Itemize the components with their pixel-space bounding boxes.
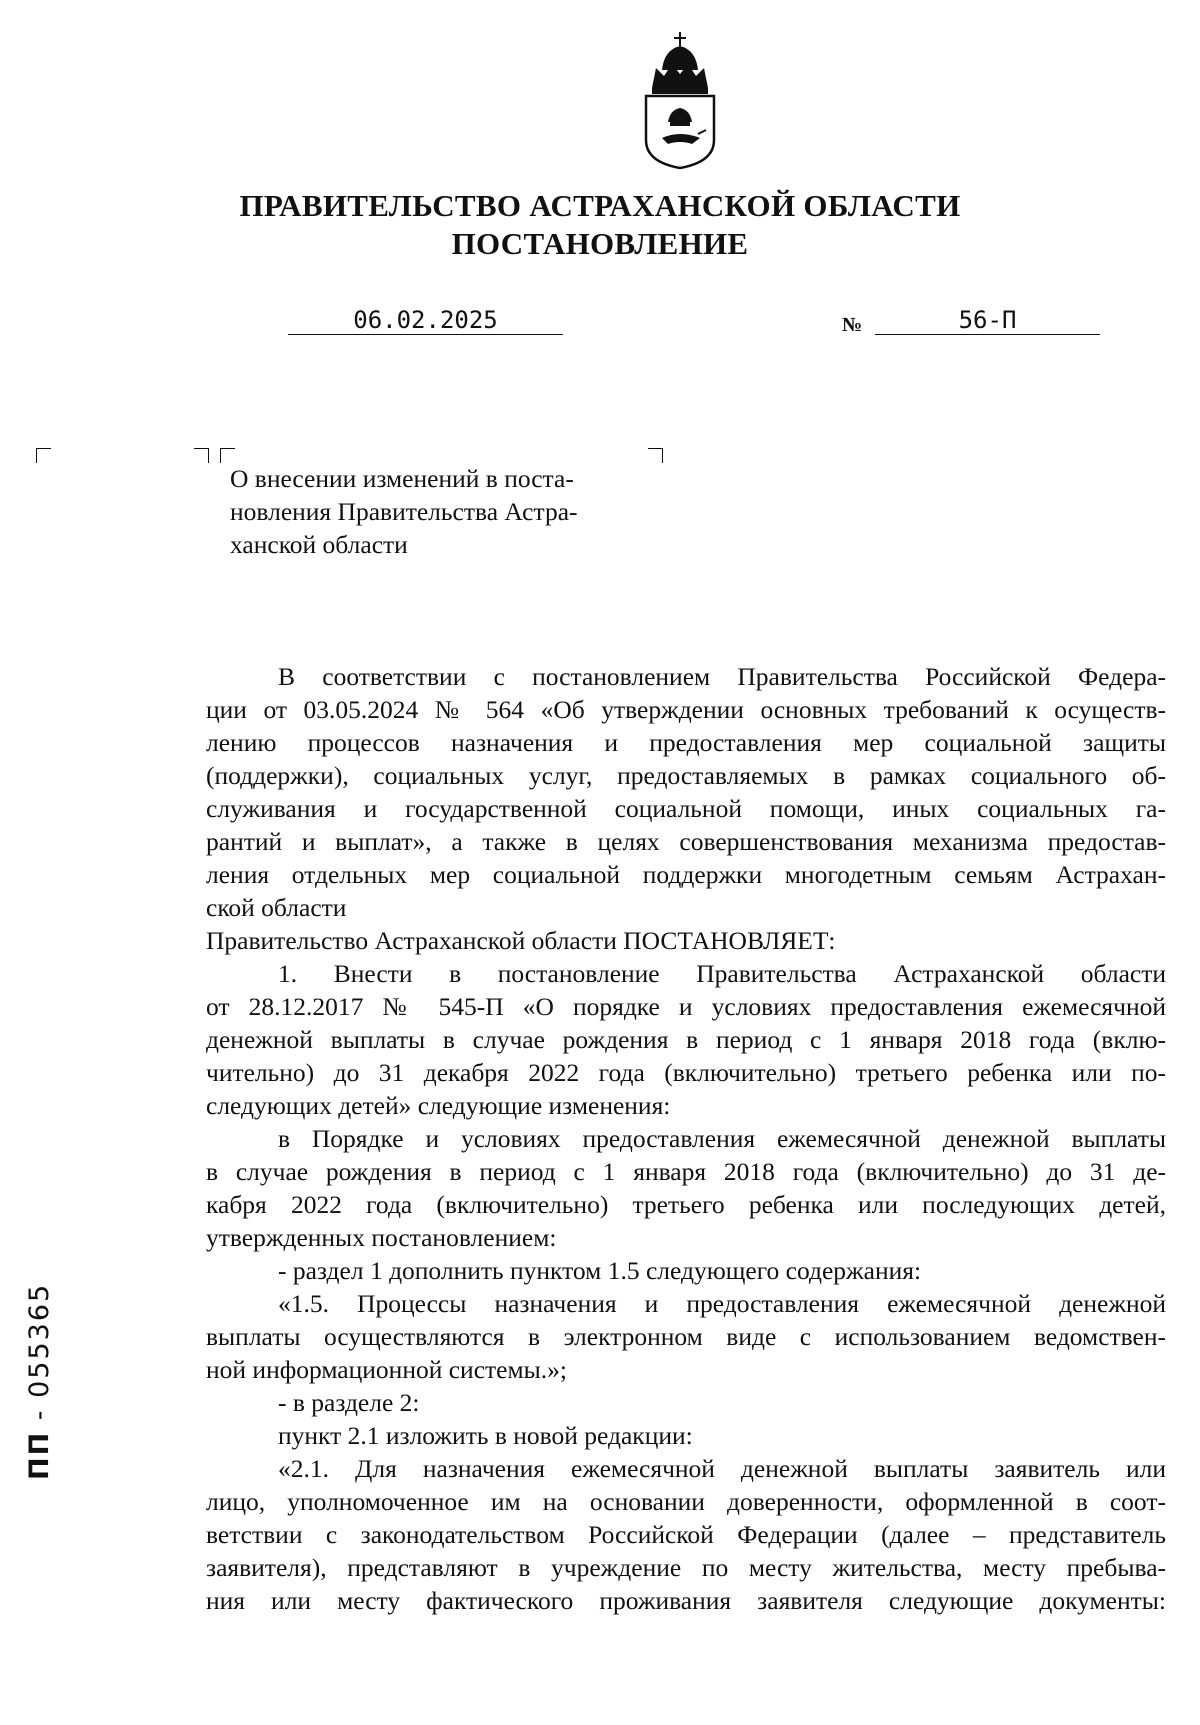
- coat-of-arms-icon: [640, 30, 720, 170]
- body-line: «2.1. Для назначения ежемесячной денежной выплаты заявитель или: [278, 1454, 1166, 1483]
- body-line: служивания и государственной социальной помощи, иных социальных га-: [206, 794, 1166, 823]
- body-line: в случае рождения в период с 1 января 2018 года (включительно) до 31 де-: [206, 1157, 1166, 1186]
- corner-mark: [220, 448, 235, 463]
- body-line: чительно) до 31 декабря 2022 года (включительно) третьего ребенка или по-: [206, 1058, 1166, 1087]
- subject-line: О внесении изменений в поста-: [230, 464, 574, 493]
- organization-title: ПРАВИТЕЛЬСТВО АСТРАХАНСКОЙ ОБЛАСТИ: [239, 188, 961, 223]
- body-line: пункт 2.1 изложить в новой редакции:: [278, 1421, 693, 1450]
- document-type-title: ПОСТАНОВЛЕНИЕ: [451, 226, 749, 261]
- body-line: ной информационной системы.»;: [206, 1355, 567, 1384]
- document-subject: [230, 462, 578, 561]
- body-line: денежной выплаты в случае рождения в период с 1 января 2018 года (вклю-: [206, 1025, 1166, 1054]
- body-line: от 28.12.2017 № 545-П «О порядке и условиях предоставления ежемесячной: [206, 992, 1166, 1021]
- body-line: Правительство Астраханской области ПОСТАНОВЛЯЕТ:: [206, 926, 836, 955]
- body-line: ления отдельных мер социальной поддержки многодетным семьям Астрахан-: [206, 860, 1166, 889]
- body-line: ской области: [206, 893, 347, 922]
- serial-prefix: ПП: [24, 1430, 55, 1480]
- subject-line: новления Правительства Астра-: [230, 497, 578, 526]
- number-underline: [875, 334, 1100, 335]
- corner-mark-right: [648, 448, 663, 463]
- body-line: - раздел 1 дополнить пунктом 1.5 следующего содержания:: [278, 1256, 922, 1285]
- document-number: 56-П: [958, 306, 1017, 334]
- date-underline: [288, 334, 563, 335]
- body-line: В соответствии с постановлением Правительства Российской Федера-: [278, 662, 1166, 691]
- document-body: [206, 660, 1166, 1617]
- document-date: 06.02.2025: [353, 306, 498, 334]
- body-line: рантий и выплат», а также в целях совершенствования механизма предостав-: [206, 827, 1166, 856]
- body-line: следующих детей» следующие изменения:: [206, 1091, 671, 1120]
- body-line: заявителя), представляют в учреждение по месту жительства, месту пребыва-: [206, 1553, 1166, 1582]
- body-line: - в разделе 2:: [278, 1388, 420, 1417]
- body-line: в Порядке и условиях предоставления ежемесячной денежной выплаты: [278, 1124, 1166, 1153]
- body-line: лению процессов назначения и предоставления мер социальной защиты: [206, 728, 1166, 757]
- body-line: (поддержки), социальных услуг, предоставляемых в рамках социального об-: [206, 761, 1166, 790]
- number-sign: №: [842, 314, 863, 336]
- corner-mark-left: [36, 448, 51, 463]
- body-line: кабря 2022 года (включительно) третьего ребенка или последующих детей,: [206, 1190, 1166, 1219]
- body-line: 1. Внести в постановление Правительства Астраханской области: [278, 959, 1166, 988]
- subject-line: ханской области: [230, 530, 408, 559]
- body-line: ветствии с законодательством Российской Федерации (далее – представитель: [206, 1520, 1166, 1549]
- body-line: лицо, уполномоченное им на основании доверенности, оформленной в соот-: [206, 1487, 1166, 1516]
- body-line: ции от 03.05.2024 № 564 «Об утверждении основных требований к осуществ-: [206, 695, 1166, 724]
- corner-mark: [194, 448, 209, 463]
- margin-serial-number: [24, 1283, 55, 1480]
- body-line: ния или месту фактического проживания заявителя следующие документы:: [206, 1586, 1166, 1615]
- body-line: выплаты осуществляются в электронном виде с использованием ведомствен-: [206, 1322, 1166, 1351]
- serial-number: - 055365: [24, 1282, 55, 1431]
- body-line: утвержденных постановлением:: [206, 1223, 557, 1252]
- body-line: «1.5. Процессы назначения и предоставления ежемесячной денежной: [278, 1289, 1166, 1318]
